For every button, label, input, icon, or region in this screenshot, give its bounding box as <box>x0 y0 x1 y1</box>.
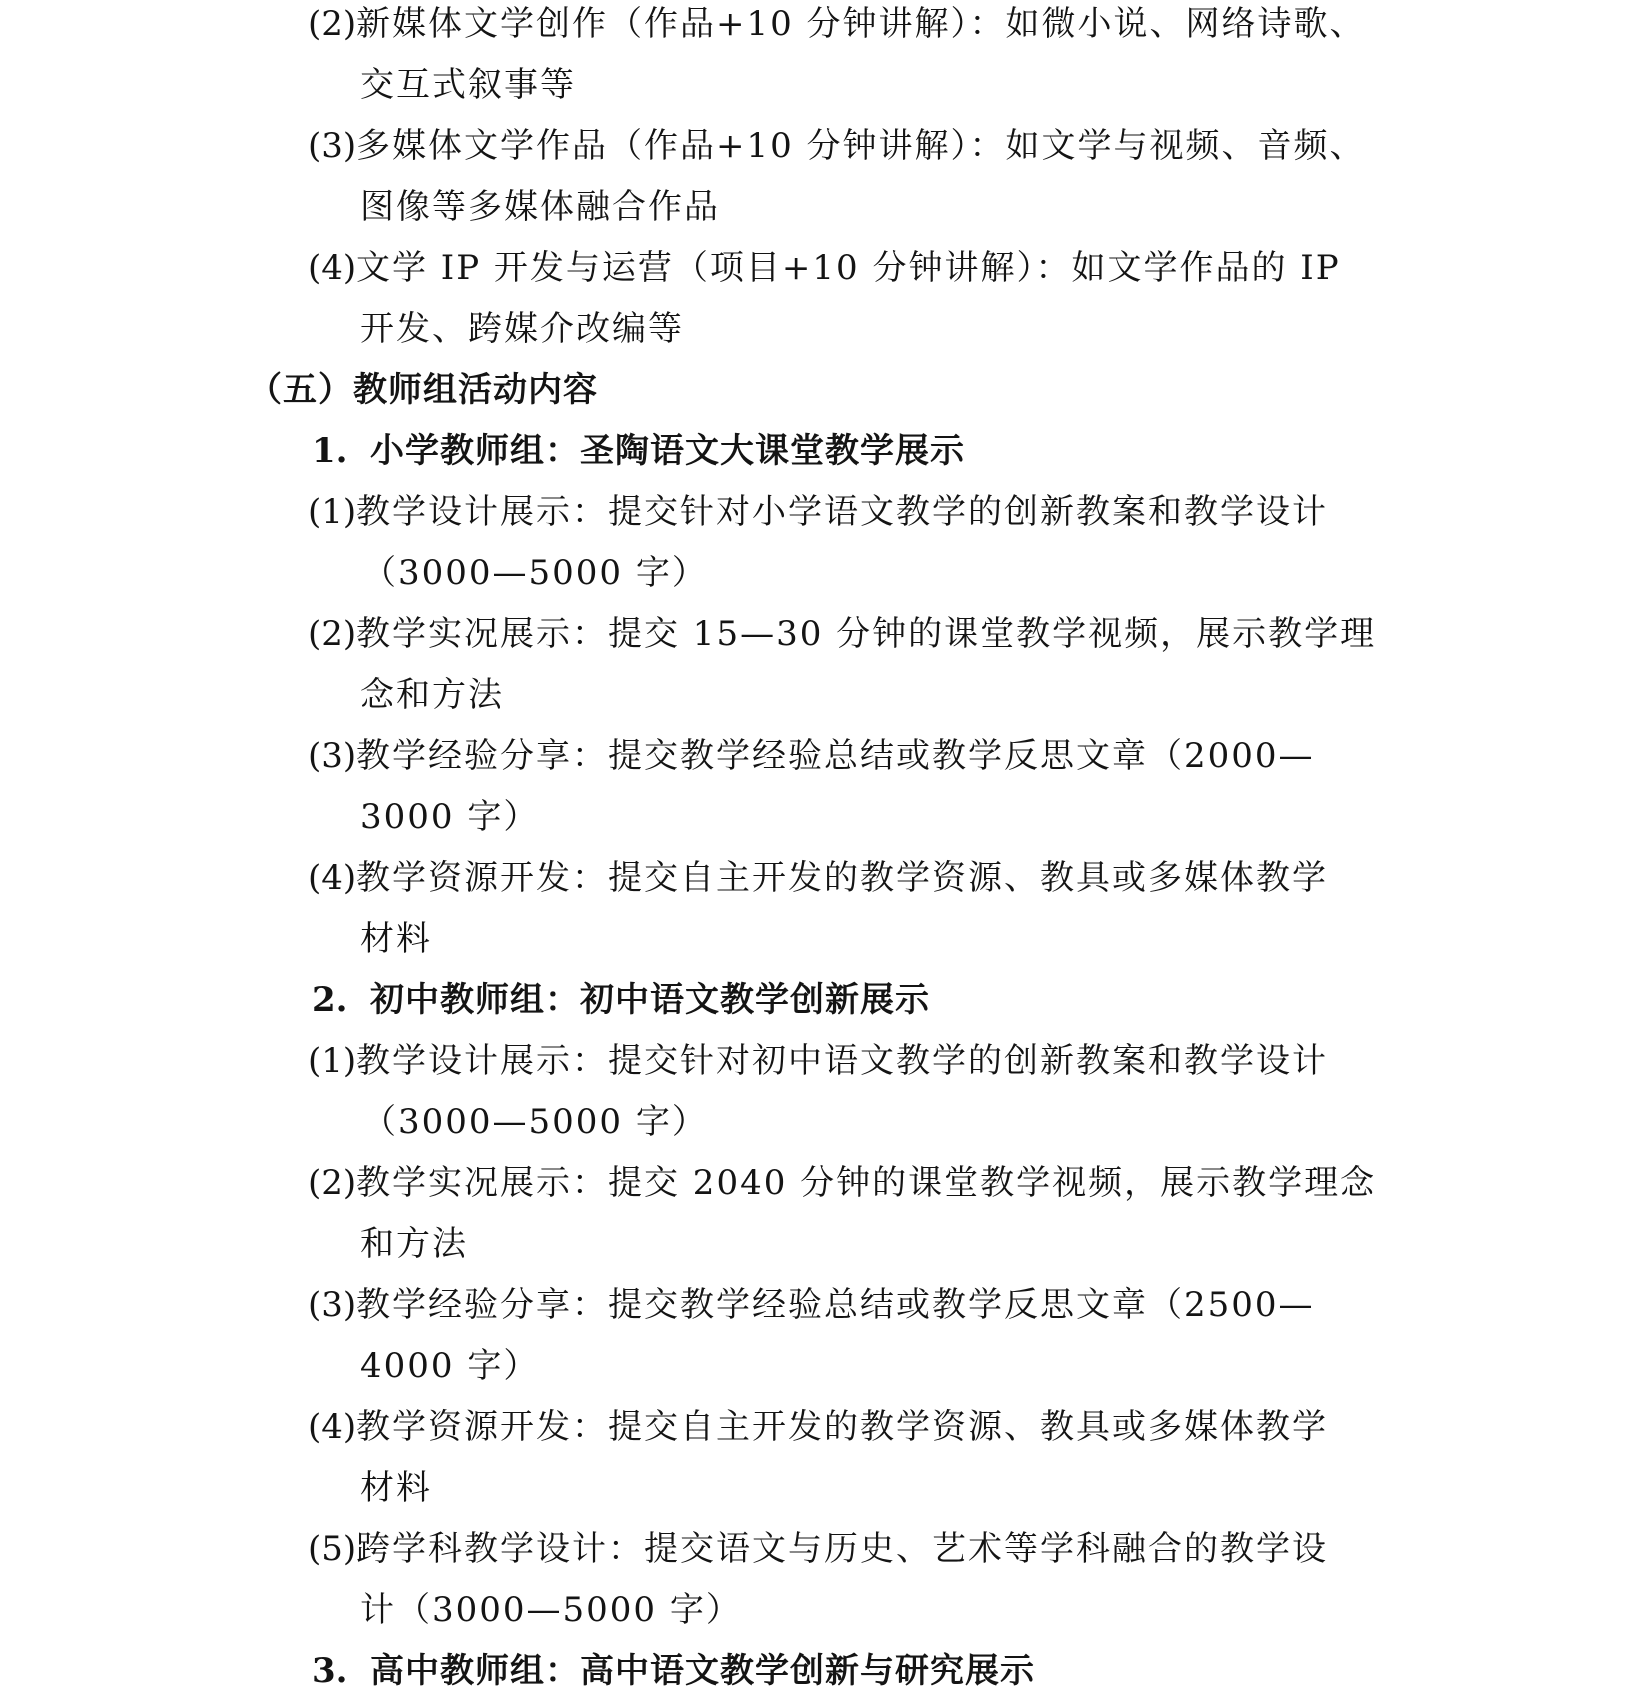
item-text: 跨学科教学设计：提交语文与历史、艺术等学科融合的教学设 <box>356 1529 1328 1569</box>
subsection-number: 3. <box>312 1651 348 1691</box>
subsection-heading <box>312 431 965 471</box>
item-number: (2) <box>308 4 357 44</box>
item-number: (1) <box>308 492 357 532</box>
item-number: (2) <box>308 614 357 654</box>
item-number: (4) <box>308 1407 357 1447</box>
item-number: (3) <box>308 126 357 166</box>
section-heading: （五）教师组活动内容 <box>248 370 598 410</box>
list-item <box>308 614 1376 654</box>
list-item <box>308 1529 1328 1569</box>
item-number: (4) <box>308 858 357 898</box>
list-item-continuation: （3000—5000 字） <box>362 1102 708 1142</box>
list-item <box>308 1041 1328 1081</box>
subsection-heading <box>312 980 930 1020</box>
item-number: (1) <box>308 1041 357 1081</box>
item-text: 教学设计展示：提交针对初中语文教学的创新教案和教学设计 <box>356 1041 1328 1081</box>
list-item <box>308 736 1315 776</box>
item-number: (4) <box>308 248 357 288</box>
list-item <box>308 1407 1328 1447</box>
item-text: 教学实况展示：提交 15—30 分钟的课堂教学视频，展示教学理 <box>356 614 1377 654</box>
item-number: (3) <box>308 1285 357 1325</box>
subsection-heading <box>312 1651 1035 1691</box>
item-text: 教学资源开发：提交自主开发的教学资源、教具或多媒体教学 <box>356 858 1328 898</box>
subsection-title: 高中教师组：高中语文教学创新与研究展示 <box>370 1651 1035 1691</box>
subsection-title: 小学教师组：圣陶语文大课堂教学展示 <box>370 431 965 471</box>
list-item-continuation: （3000—5000 字） <box>362 553 708 593</box>
list-item-continuation: 图像等多媒体融合作品 <box>360 187 720 227</box>
subsection-number: 1. <box>312 431 348 471</box>
list-item-continuation: 材料 <box>360 1468 432 1508</box>
item-text: 新媒体文学创作（作品+10 分钟讲解）：如微小说、网络诗歌、 <box>356 4 1366 44</box>
list-item <box>308 1163 1376 1203</box>
item-text: 教学经验分享：提交教学经验总结或教学反思文章（2500— <box>356 1285 1315 1325</box>
list-item <box>308 126 1366 166</box>
list-item-continuation: 开发、跨媒介改编等 <box>360 309 684 349</box>
list-item-continuation: 3000 字） <box>360 797 540 837</box>
item-number: (2) <box>308 1163 357 1203</box>
item-text: 教学资源开发：提交自主开发的教学资源、教具或多媒体教学 <box>356 1407 1328 1447</box>
subsection-number: 2. <box>312 980 348 1020</box>
item-text: 教学经验分享：提交教学经验总结或教学反思文章（2000— <box>356 736 1315 776</box>
item-text: 教学实况展示：提交 2040 分钟的课堂教学视频，展示教学理念 <box>356 1163 1377 1203</box>
list-item-continuation: 材料 <box>360 919 432 959</box>
list-item <box>308 858 1328 898</box>
item-text: 文学 IP 开发与运营（项目+10 分钟讲解）：如文学作品的 IP <box>356 248 1341 288</box>
item-text: 教学设计展示：提交针对小学语文教学的创新教案和教学设计 <box>356 492 1328 532</box>
list-item-continuation: 4000 字） <box>360 1346 540 1386</box>
item-number: (3) <box>308 736 357 776</box>
item-text: 多媒体文学作品（作品+10 分钟讲解）：如文学与视频、音频、 <box>356 126 1366 166</box>
list-item-continuation: 计（3000—5000 字） <box>360 1590 742 1630</box>
list-item-continuation: 念和方法 <box>360 675 504 715</box>
item-number: (5) <box>308 1529 357 1569</box>
list-item-continuation: 和方法 <box>360 1224 468 1264</box>
list-item <box>308 492 1328 532</box>
list-item <box>308 248 1341 288</box>
list-item <box>308 1285 1315 1325</box>
list-item-continuation: 交互式叙事等 <box>360 65 576 105</box>
subsection-title: 初中教师组：初中语文教学创新展示 <box>370 980 930 1020</box>
list-item <box>308 4 1366 44</box>
